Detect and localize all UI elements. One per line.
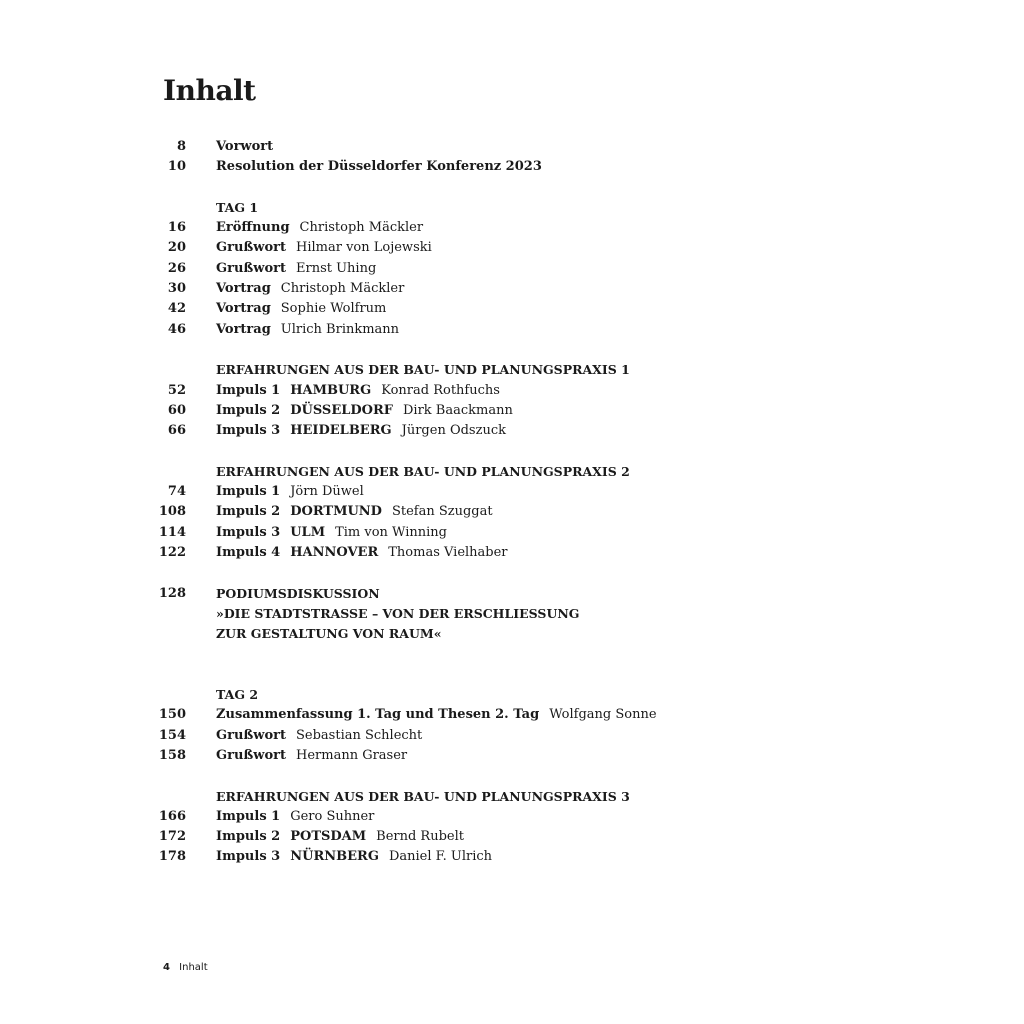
toc-entry-text — [216, 827, 464, 847]
toc-entry — [150, 157, 850, 177]
toc-page-number: 178 — [158, 849, 186, 865]
toc-section-heading: »DIE STADTSTRASSE – VON DER ERSCHLIESSUNG — [216, 605, 580, 621]
toc-entry — [150, 381, 850, 401]
toc-entry-text — [216, 847, 492, 867]
toc-entry-author: Jörn Düwel — [290, 484, 364, 500]
toc-entry-author: Daniel F. Ulrich — [388, 849, 493, 865]
toc-entry-text — [216, 320, 399, 340]
toc-entry-label: Impuls 2 — [216, 829, 281, 845]
toc-entry-author: Tim von Winning — [335, 524, 447, 540]
toc-heading-row — [150, 685, 850, 705]
toc-section-heading: TAG 2 — [216, 687, 259, 703]
toc-entry-text — [216, 726, 422, 746]
toc-page-number: 42 — [167, 301, 186, 317]
toc-entry-text — [216, 218, 423, 238]
spacer — [150, 644, 850, 664]
toc-entry — [150, 320, 850, 340]
toc-section-heading: ERFAHRUNGEN AUS DER BAU- UND PLANUNGSPRAXIS 2 — [216, 463, 630, 479]
toc-entry-label: Impuls 3 — [216, 524, 281, 540]
toc-entry-text — [216, 259, 376, 279]
toc-entry-text — [216, 543, 508, 563]
toc-heading-row — [150, 584, 850, 604]
toc-entry-author: Sebastian Schlecht — [296, 727, 423, 743]
toc-page-number: 52 — [167, 382, 186, 398]
toc-entry-text — [216, 807, 374, 827]
toc-page-number: 122 — [158, 544, 186, 560]
toc-entry — [150, 137, 850, 157]
toc-entry-city: NÜRNBERG — [290, 849, 379, 865]
toc-page-number: 108 — [158, 504, 186, 520]
footer-label: Inhalt — [179, 962, 208, 973]
toc-page-number: 8 — [176, 139, 186, 154]
toc-entry-author: Thomas Vielhaber — [388, 544, 508, 560]
toc-entry-text — [216, 685, 258, 706]
toc-entry-author: Konrad Rothfuchs — [381, 382, 500, 398]
toc-entry-city: HAMBURG — [290, 382, 372, 398]
toc-entry-label: Zusammenfassung 1. Tag und Thesen 2. Tag — [216, 707, 540, 723]
toc-page-number: 30 — [167, 281, 186, 297]
toc-entry-text — [216, 604, 579, 625]
toc-page-number: 166 — [158, 808, 186, 824]
toc-entry-city: POTSDAM — [290, 829, 367, 845]
toc-entry-author: Sophie Wolfrum — [280, 301, 387, 317]
spacer — [150, 766, 850, 786]
toc-entry-author: Hilmar von Lojewski — [296, 240, 432, 256]
toc-entry-author: Hermann Graser — [296, 747, 408, 763]
toc-entry — [150, 299, 850, 319]
toc-entry-city: DORTMUND — [290, 504, 382, 520]
toc-entry-text — [216, 624, 442, 645]
toc-entry-text — [216, 421, 506, 441]
toc-entry-label: Vorwort — [216, 139, 274, 154]
toc-entry-text — [216, 705, 657, 725]
toc-entry — [150, 259, 850, 279]
spacer — [150, 665, 850, 685]
toc-entry — [150, 543, 850, 563]
toc-entry-label: Impuls 3 — [216, 423, 281, 439]
toc-entry — [150, 726, 850, 746]
toc-page-number: 172 — [158, 829, 186, 845]
toc-entry-label: Impuls 2 — [216, 504, 281, 520]
toc-entry-label: Impuls 3 — [216, 849, 281, 865]
toc-page-number: 60 — [167, 402, 186, 418]
toc-page-number: 66 — [167, 423, 186, 439]
toc-entry-text — [216, 746, 407, 766]
toc-entry-text — [216, 381, 500, 401]
toc-entry-label: Vortrag — [216, 301, 271, 317]
toc-page-number: 16 — [167, 220, 186, 236]
spacer — [150, 441, 850, 461]
toc-page-number: 10 — [167, 159, 186, 175]
toc-entry-label: Impuls 1 — [216, 484, 281, 500]
toc-entry-author: Wolfgang Sonne — [549, 707, 657, 723]
toc-section-heading: ERFAHRUNGEN AUS DER BAU- UND PLANUNGSPRAXIS 3 — [216, 788, 630, 804]
toc-entry-label: Impuls 1 — [216, 382, 281, 398]
toc-entry-author: Gero Suhner — [290, 808, 375, 824]
toc-page-number: 158 — [158, 747, 186, 763]
toc-page-number: 114 — [158, 524, 186, 540]
toc-entry — [150, 238, 850, 258]
toc-entry-text — [216, 482, 364, 502]
toc-entry-text — [216, 137, 273, 157]
page-title: Inhalt — [163, 74, 256, 107]
toc-entry-text — [216, 279, 404, 299]
toc-entry-label: Resolution der Düsseldorfer Konferenz 2023 — [216, 159, 542, 175]
toc-heading-row — [150, 624, 850, 644]
toc-entry-text — [216, 198, 258, 219]
toc-entry-text — [216, 238, 432, 258]
toc-entry-label: Grußwort — [216, 260, 286, 276]
toc-entry-label: Grußwort — [216, 727, 286, 743]
toc-entry — [150, 746, 850, 766]
toc-entry — [150, 807, 850, 827]
toc-entry-author: Jürgen Odszuck — [401, 423, 506, 439]
toc-entry-label: Impuls 2 — [216, 402, 281, 418]
toc-entry-text — [216, 462, 630, 483]
toc-section-heading: ZUR GESTALTUNG VON RAUM« — [216, 626, 442, 642]
toc-entry — [150, 827, 850, 847]
toc-entry-text — [216, 523, 447, 543]
toc-entry-text — [216, 584, 380, 605]
toc-entry-text — [216, 502, 493, 522]
toc-entry — [150, 482, 850, 502]
toc-entry-city: ULM — [290, 524, 326, 540]
toc-entry-author: Bernd Rubelt — [376, 829, 464, 845]
toc-entry — [150, 421, 850, 441]
toc-entry-text — [216, 157, 542, 177]
toc-entry — [150, 218, 850, 238]
footer-page-number: 4 — [163, 962, 170, 973]
toc-section-heading: PODIUMSDISKUSSION — [216, 585, 380, 601]
toc-page-number: 128 — [158, 585, 186, 601]
toc-heading-row — [150, 198, 850, 218]
toc-heading-row — [150, 604, 850, 624]
toc-entry-text — [216, 401, 513, 421]
toc-entry — [150, 279, 850, 299]
toc-entry-label: Vortrag — [216, 321, 271, 337]
toc-entry-city: HEIDELBERG — [290, 423, 392, 439]
toc-entry-city: HANNOVER — [290, 544, 379, 560]
toc-section-heading: TAG 1 — [216, 199, 259, 215]
toc-entry-author: Ernst Uhing — [296, 260, 377, 276]
toc-entry — [150, 705, 850, 725]
toc-entry-city: DÜSSELDORF — [290, 402, 393, 418]
toc-page-number: 26 — [167, 260, 186, 276]
toc-entry — [150, 401, 850, 421]
toc-entry-author: Christoph Mäckler — [299, 220, 424, 236]
toc-heading-row — [150, 787, 850, 807]
toc-page-number: 154 — [158, 727, 186, 743]
toc-entry-author: Christoph Mäckler — [280, 281, 405, 297]
toc-entry-text — [216, 360, 630, 381]
toc-entry-label: Grußwort — [216, 747, 286, 763]
table-of-contents — [150, 137, 850, 868]
toc-page-number: 46 — [167, 321, 186, 337]
toc-entry-label: Grußwort — [216, 240, 286, 256]
toc-entry — [150, 523, 850, 543]
spacer — [150, 178, 850, 198]
toc-entry-author: Dirk Baackmann — [403, 402, 513, 418]
toc-page-number: 74 — [167, 484, 186, 500]
toc-entry-label: Eröffnung — [216, 220, 290, 236]
toc-section-heading: ERFAHRUNGEN AUS DER BAU- UND PLANUNGSPRAXIS 1 — [216, 362, 630, 378]
toc-heading-row — [150, 462, 850, 482]
toc-entry-label: Impuls 1 — [216, 808, 281, 824]
page-footer — [163, 962, 208, 973]
toc-heading-row — [150, 360, 850, 380]
toc-page-number: 150 — [158, 707, 186, 723]
toc-entry-author: Ulrich Brinkmann — [280, 321, 400, 337]
spacer — [150, 563, 850, 583]
toc-entry-text — [216, 787, 630, 808]
toc-entry — [150, 502, 850, 522]
toc-entry-text — [216, 299, 386, 319]
toc-page-number: 20 — [167, 240, 186, 256]
spacer — [150, 340, 850, 360]
toc-entry-label: Impuls 4 — [216, 544, 281, 560]
toc-entry-author: Stefan Szuggat — [391, 504, 493, 520]
toc-entry-label: Vortrag — [216, 281, 271, 297]
toc-entry — [150, 847, 850, 867]
